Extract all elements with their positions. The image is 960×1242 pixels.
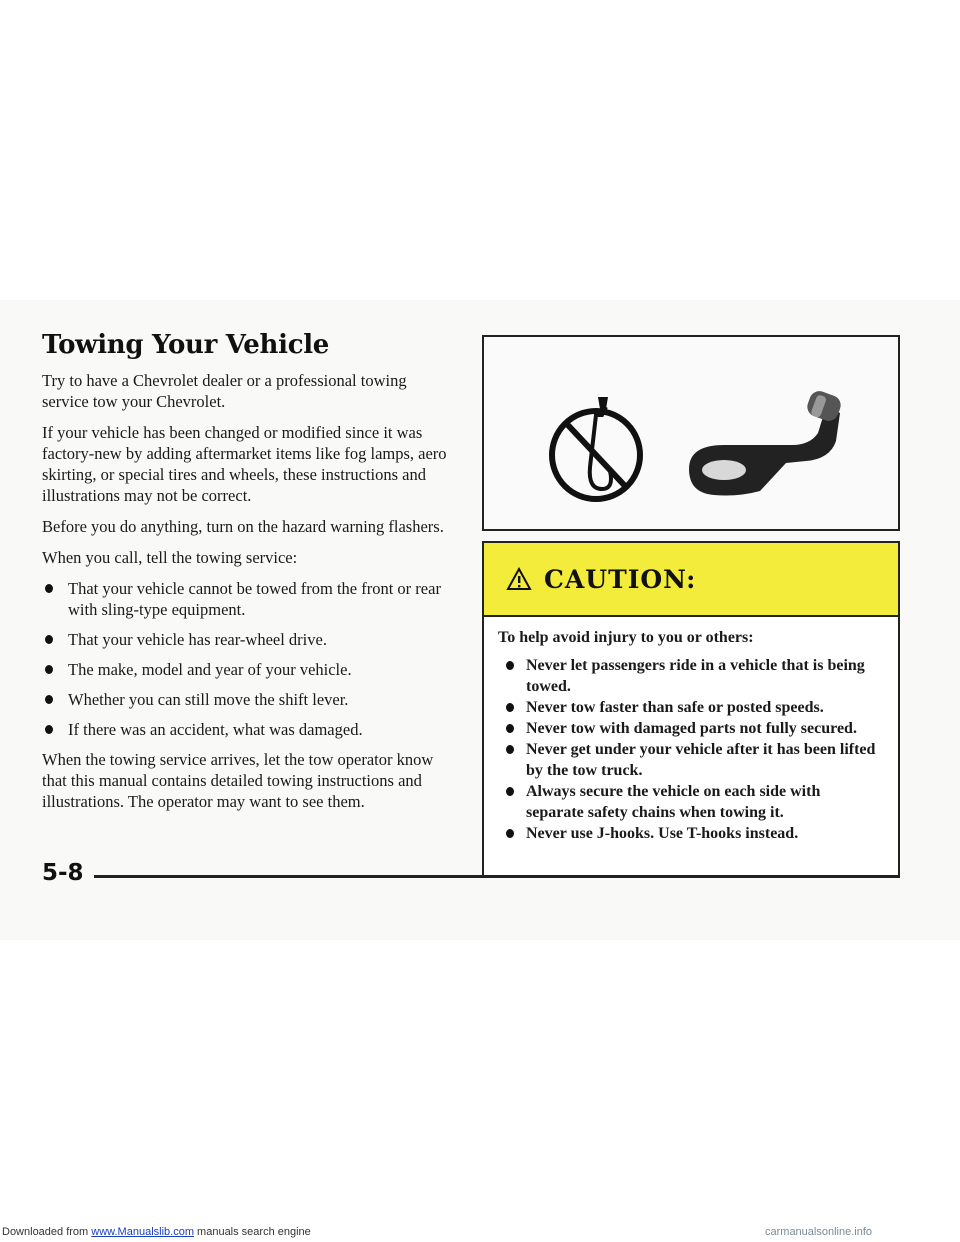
t-hook-icon — [689, 388, 843, 495]
paragraph-dealer: Try to have a Chevrolet dealer or a professional towing service tow your Chevrolet. — [42, 371, 407, 411]
list-item: Never get under your vehicle after it has been lifted by the tow truck. — [498, 739, 880, 781]
hook-illustration — [482, 335, 900, 531]
page-number: 5-8 — [42, 860, 84, 886]
page-title: Towing Your Vehicle — [42, 330, 330, 360]
paragraph-call: When you call, tell the towing service: — [42, 548, 298, 567]
manualslib-link[interactable]: www.Manualslib.com — [91, 1226, 194, 1238]
list-item: That your vehicle has rear-wheel drive. — [42, 629, 452, 650]
warning-triangle-icon — [506, 567, 532, 591]
paragraph-hazard: Before you do anything, turn on the hazard warning flashers. — [42, 517, 444, 536]
list-item: The make, model and year of your vehicle. — [42, 659, 452, 680]
caution-banner — [484, 543, 898, 617]
towing-info-list — [42, 578, 452, 740]
list-item: Whether you can still move the shift lever. — [42, 689, 452, 710]
paragraph-arrival: When the towing service arrives, let the tow operator know that this manual contains detailed towing instructions and illustrations. The operator may want to see them. — [42, 750, 434, 811]
caution-title: CAUTION: — [544, 564, 697, 594]
footer-rule — [94, 875, 898, 878]
footer-prefix: Downloaded from — [2, 1226, 89, 1238]
list-item: If there was an accident, what was damaged. — [42, 719, 452, 740]
caution-box — [482, 541, 900, 878]
caution-body — [484, 617, 898, 844]
list-item: Never use J-hooks. Use T-hooks instead. — [498, 823, 880, 844]
list-item: Never tow with damaged parts not fully secured. — [498, 718, 880, 739]
list-item: Never let passengers ride in a vehicle that is being towed. — [498, 655, 880, 697]
hook-illustration-svg — [484, 337, 898, 529]
no-j-hook-icon — [552, 397, 640, 499]
list-item: That your vehicle cannot be towed from the front or rear with sling-type equipment. — [42, 578, 452, 620]
caution-list — [498, 655, 880, 844]
footer-suffix: manuals search engine — [197, 1226, 311, 1238]
list-item: Never tow faster than safe or posted speeds. — [498, 697, 880, 718]
download-footer — [2, 1226, 311, 1238]
list-item: Always secure the vehicle on each side with separate safety chains when towing it. — [498, 781, 880, 823]
caution-intro: To help avoid injury to you or others: — [498, 629, 754, 646]
main-column — [42, 330, 452, 822]
watermark-text: carmanualsonline.info — [765, 1226, 873, 1238]
paragraph-modified: If your vehicle has been changed or modified since it was factory-new by adding aftermarket items like fog lamps, aero skirting, or special tires and wheels, these instructions and illustrations may not be correct. — [42, 423, 447, 505]
